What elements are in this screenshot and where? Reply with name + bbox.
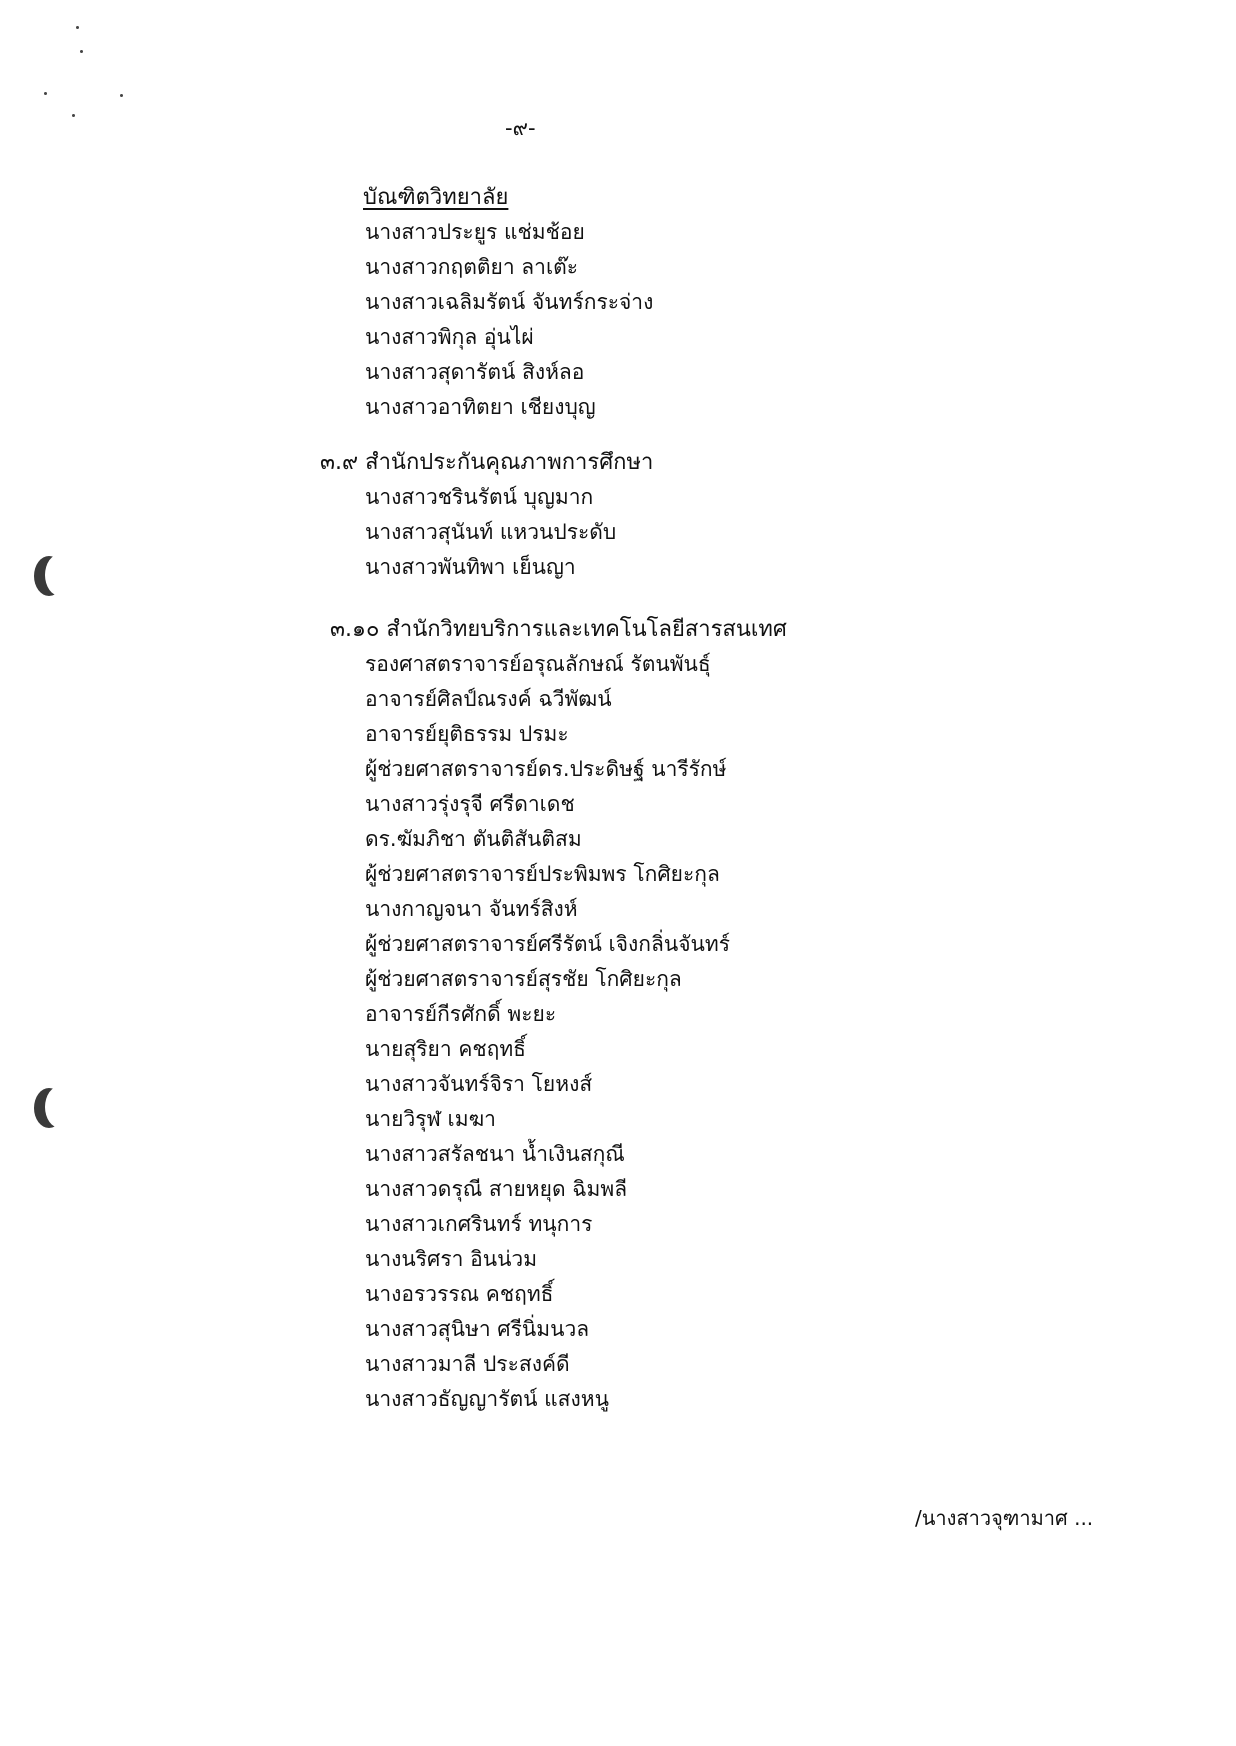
list-item: นางสาวเฉลิมรัตน์ จันทร์กระจ่าง	[365, 290, 654, 314]
list-item: รองศาสตราจารย์อรุณลักษณ์ รัตนพันธุ์	[365, 652, 711, 676]
list-item: ดร.ฆัมภิชา ตันติสันติสม	[365, 827, 582, 851]
list-item: นางสาวจันทร์จิรา โยหงส์	[365, 1072, 593, 1096]
list-item: นางสาวเกศรินทร์ ทนุการ	[365, 1212, 593, 1236]
section-quality-assurance-office	[0, 445, 1236, 585]
scan-speck	[120, 94, 123, 97]
list-item: นางกาญจนา จันทร์สิงห์	[365, 897, 578, 921]
scan-speck	[44, 92, 47, 95]
section-heading: ๓.๑๐ สำนักวิทยบริการและเทคโนโลยีสารสนเทศ	[330, 617, 787, 642]
list-item: อาจารย์ยุติธรรม ปรมะ	[365, 722, 569, 746]
list-item: ผู้ช่วยศาสตราจารย์ดร.ประดิษฐ์ นารีรักษ์	[365, 757, 727, 781]
name-list	[0, 215, 1236, 425]
list-item: นางสาวดรุณี สายหยุด ฉิมพลี	[365, 1177, 628, 1201]
list-item: ผู้ช่วยศาสตราจารย์ศรีรัตน์ เจิงกลิ่นจันทร์	[365, 932, 730, 956]
list-item: นางสาวสุดารัตน์ สิงห์ลอ	[365, 360, 585, 384]
name-list	[0, 480, 1236, 585]
list-item: ผู้ช่วยศาสตราจารย์สุรชัย โกศิยะกุล	[365, 967, 682, 991]
list-item: นางนริศรา อินน่วม	[365, 1247, 538, 1271]
list-item: นางสาวรุ่งรุจี ศรีดาเดช	[365, 792, 575, 816]
list-item: นางสาวสุนิษา ศรีนิ่มนวล	[365, 1317, 590, 1341]
list-item: นางสาวอาทิตยา เชียงบุญ	[365, 395, 596, 419]
list-item: นางสาวกฤตติยา ลาเต๊ะ	[365, 255, 579, 279]
name-list	[0, 647, 1236, 1417]
page-number: -๙-	[505, 116, 536, 140]
section-heading: ๓.๙ สำนักประกันคุณภาพการศึกษา	[320, 450, 654, 475]
list-item: นางสาวประยูร แช่มช้อย	[365, 220, 585, 244]
scan-speck	[80, 50, 83, 53]
list-item: นางอรวรรณ คชฤทธิ์	[365, 1282, 554, 1306]
continuation-reference: /นางสาวจุฑามาศ ...	[915, 1506, 1094, 1530]
section-graduate-school	[0, 180, 1236, 425]
section-heading: บัณฑิตวิทยาลัย	[363, 185, 509, 210]
list-item: ผู้ช่วยศาสตราจารย์ประพิมพร โกศิยะกุล	[365, 862, 720, 886]
list-item: นางสาวสุนันท์ แหวนประดับ	[365, 520, 617, 544]
list-item: นายวิรุฬ เมฆา	[365, 1107, 496, 1131]
section-academic-resources-office	[0, 612, 1236, 1417]
scan-speck	[76, 26, 79, 29]
list-item: อาจารย์กีรศักดิ์ พะยะ	[365, 1002, 557, 1026]
list-item: นายสุริยา คชฤทธิ์	[365, 1037, 526, 1061]
list-item: นางสาวธัญญารัตน์ แสงหนู	[365, 1387, 609, 1411]
list-item: นางสาวมาลี ประสงค์ดี	[365, 1352, 570, 1376]
scan-speck	[72, 114, 75, 117]
list-item: นางสาวสรัลชนา น้ำเงินสกุณี	[365, 1142, 625, 1166]
list-item: นางสาวพิกุล อุ่นไผ่	[365, 325, 534, 349]
list-item: นางสาวชรินรัตน์ บุญมาก	[365, 485, 594, 509]
list-item: นางสาวพันทิพา เย็นญา	[365, 555, 576, 579]
list-item: อาจารย์ศิลป์ณรงค์ ฉวีพัฒน์	[365, 687, 612, 711]
